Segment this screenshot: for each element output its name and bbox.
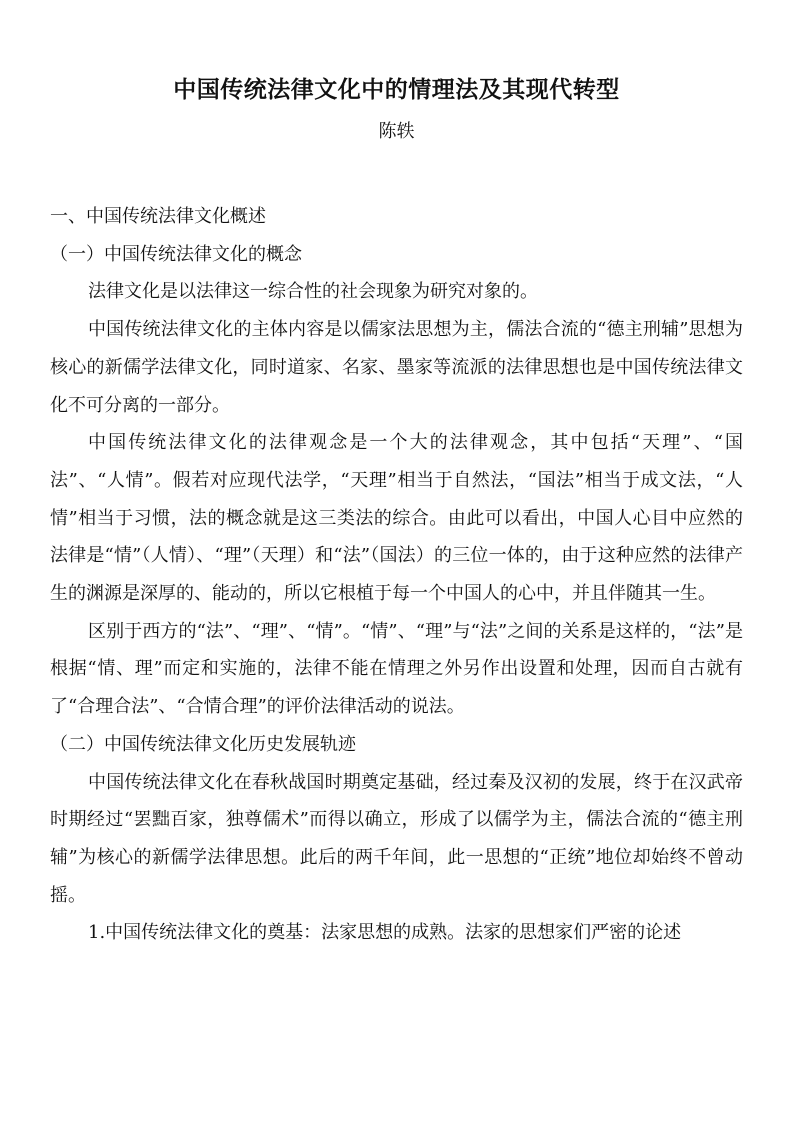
- paragraph: 中国传统法律文化在春秋战国时期奠定基础，经过秦及汉初的发展，终于在汉武帝时期经过“罢黜百家，独尊儒术”而得以确立，形成了以儒学为主，儒法合流的“德主刑辅”为核心的新儒学法律思想。此后的两千年间，此一思想的“正统”地位却始终不曾动摇。: [50, 771, 743, 906]
- paragraph: 1.中国传统法律文化的奠基：法家思想的成熟。法家的思想家们严密的论述: [88, 922, 682, 944]
- section-heading-1: 一、中国传统法律文化概述: [50, 206, 266, 227]
- subsection-heading-1: （一）中国传统法律文化的概念: [50, 243, 302, 265]
- paragraph: 法律文化是以法律这一综合性的社会现象为研究对象的。: [88, 281, 538, 303]
- document-body: [50, 198, 743, 952]
- document-author: 陈轶: [378, 121, 415, 142]
- subsection-heading-2: （二）中国传统法律文化历史发展轨迹: [50, 733, 356, 755]
- paragraph: 中国传统法律文化的主体内容是以儒家法思想为主，儒法合流的“德主刑辅”思想为核心的新儒学法律文化，同时道家、名家、墨家等流派的法律思想也是中国传统法律文化不可分离的一部分。: [50, 319, 743, 416]
- paragraph: 区别于西方的“法”、“理”、“情”。“情”、“理”与“法”之间的关系是这样的，“法”是根据“情、理”而定和实施的，法律不能在情理之外另作出设置和处理，因而自古就有了“合理合法”、“合情合理”的评价法律活动的说法。: [50, 620, 743, 718]
- document-title: 中国传统法律文化中的情理法及其现代转型: [173, 76, 620, 103]
- paragraph: 中国传统法律文化的法律观念是一个大的法律观念，其中包括“天理”、“国法”、“人情”。假若对应现代法学，“天理”相当于自然法，“国法”相当于成文法，“人情”相当于习惯，法的概念就是这三类法的综合。由此可以看出，中国人心目中应然的法律是“情”（人情）、“理”（天理）和“法”（国法）的三位一体的，由于这种应然的法律产生的渊源是深厚的、能动的，所以它根植于每一个中国人的心中，并且伴随其一生。: [50, 432, 743, 605]
